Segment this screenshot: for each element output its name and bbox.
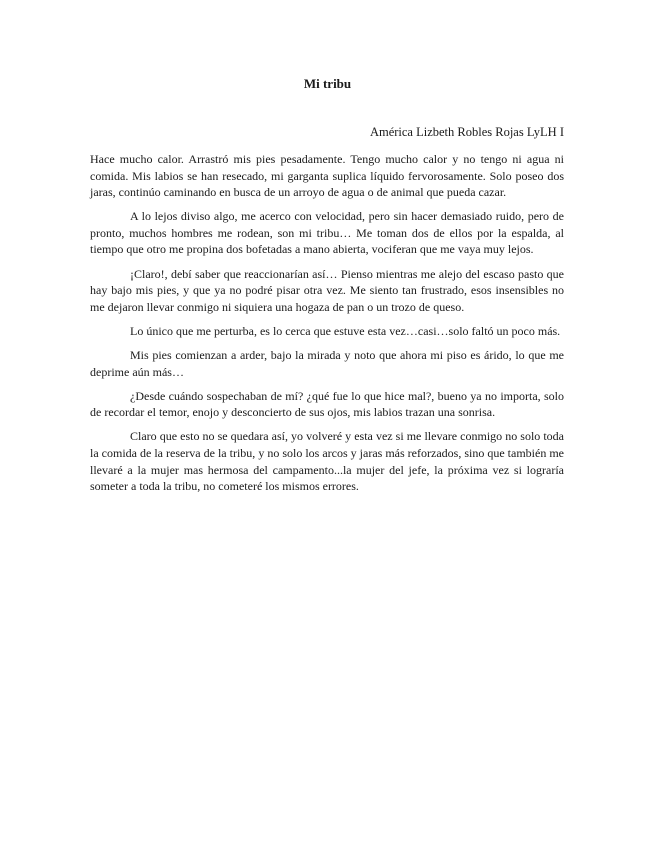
paragraph-7: Claro que esto no se quedara así, yo volveré y esta vez si me llevare conmigo no solo toda la comida de la reserva de la tribu, y no solo los arcos y jaras más reforzados, sino que también me llevaré a la mujer mas hermosa del campamento...la mujer del jefe, la próxima vez si lograría someter a toda la tribu, no cometeré los mismos errores. (90, 429, 564, 494)
document-title: Mi tribu (303, 76, 352, 91)
paragraph-5: Mis pies comienzan a arder, bajo la mirada y noto que ahora mi piso es árido, lo que me deprime aún más… (90, 347, 564, 379)
paragraph-1: Hace mucho calor. Arrastró mis pies pesadamente. Tengo mucho calor y no tengo ni agua ni comida. Mis labios se han resecado, mi garganta suplica líquido fervorosamente. Solo poseo dos jaras, continúo caminando en busca de un arroyo de agua o de animal que pueda cazar. (90, 152, 564, 200)
paragraph-6: ¿Desde cuándo sospechaban de mí? ¿qué fue lo que hice mal?, bueno ya no importa, solo de recordar el temor, enojo y desconcierto de sus ojos, mis labios trazan una sonrisa. (90, 388, 564, 420)
story-body (90, 151, 564, 502)
paragraph-2: A lo lejos diviso algo, me acerco con velocidad, pero sin hacer demasiado ruido, pero de pronto, muchos hombres me rodean, son mi tribu… Me toman dos de ellos por la espalda, al tiempo que otro me propina dos bofetadas a mano abierta, vociferan que me vaya muy lejos. (90, 209, 564, 257)
paragraph-3: ¡Claro!, debí saber que reaccionarían así… Pienso mientras me alejo del escaso pasto que hay bajo mis pies, y que ya no podré pisar otra vez. Me siento tan frustrado, esos insensibles no me dejaron llevar conmigo ni siquiera una hogaza de pan o un trozo de queso. (90, 266, 564, 314)
paragraph-4: Lo único que me perturba, es lo cerca que estuve esta vez…casi…solo faltó un poco más. (130, 323, 561, 338)
author-line: América Lizbeth Robles Rojas LyLH I (369, 125, 564, 139)
